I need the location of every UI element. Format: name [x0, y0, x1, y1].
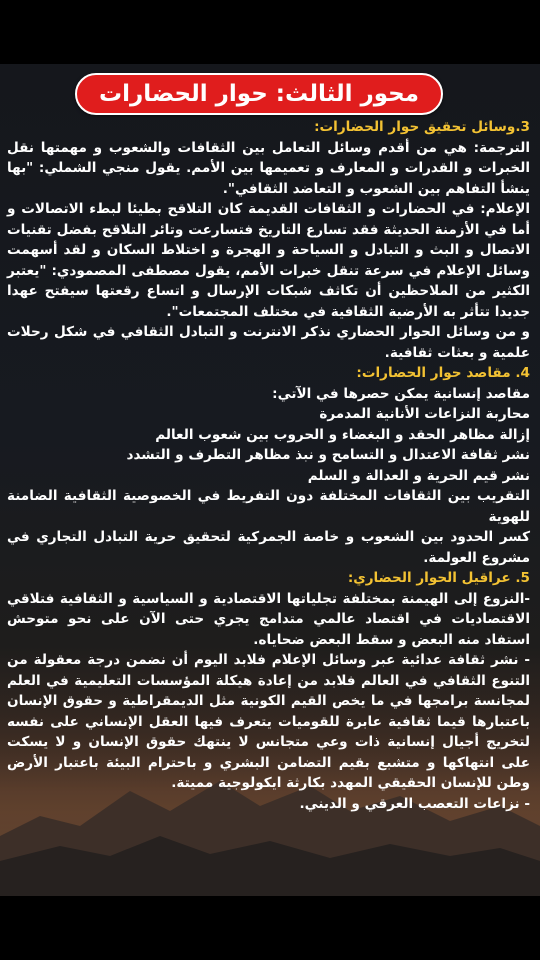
page-title: محور الثالث: حوار الحضارات: [75, 73, 443, 115]
list-item: كسر الحدود بين الشعوب و خاصة الجمركية لتحقيق حرية التبادل التجاري في مشروع العولمة.: [7, 529, 530, 566]
paragraph: الترجمة: هي من أقدم وسائل التعامل بين الثقافات والشعوب و مهمتها نقل الخبرات و القدرات و المعارف و تعميمها بين الأمم. يقول منجي الشملي: "بها ينشأ التفاهم بين الشعوب و التعاضد الثقافي".: [7, 139, 530, 197]
list-item: إزالة مظاهر الحقد و البغضاء و الحروب بين شعوب العالم: [155, 426, 530, 443]
section-heading: 3.وسائل تحقيق حوار الحضارات:: [314, 119, 530, 135]
paragraph: - نزاعات التعصب العرقي و الديني.: [299, 795, 530, 812]
section-heading: 5. عراقيل الحوار الحضاري:: [347, 570, 530, 586]
list-item: نشر ثقافة الاعتدال و التسامح و نبذ مظاهر التطرف و التشدد: [126, 447, 530, 463]
paragraph: - نشر ثقافة عدائية عبر وسائل الإعلام فلابد اليوم أن نضمن درجة معقولة من التنوع الثقافي في العالم فلابد من إعادة هيكلة المؤسسات التعليمية في العلم لمجانسة برامجها في ما يخص القيم الكونية مثل الديمقراطية و حقوق الإنسان باعتبارها قيما ثقافية عابرة للقوميات يتعرف فيها العقل الإنساني على نفسه لتخريج أجيال إنسانية ذات وعي متجانس لا ينتهك حقوق الإنسان و لا يسكت على انتهاكها و متشبع بقيم التضامن البشري و باحترام البيئة باعتبار الأرض وطن للإنسان الحقيقي المهدد بكارثة ايكولوجية مميتة.: [7, 652, 530, 791]
paragraph: و من وسائل الحوار الحضاري نذكر الانترنت و التبادل الثقافي في شكل رحلات علمية و بعثات ثقافية.: [7, 324, 530, 361]
list-item: محاربة النزاعات الأنانية المدمرة: [319, 406, 530, 422]
section-heading: 4. مقاصد حوار الحضارات:: [356, 365, 530, 381]
top-black-bar: [0, 0, 540, 64]
document-body: [7, 117, 530, 814]
list-item: مقاصد إنسانية يمكن حصرها في الآتي:: [272, 385, 530, 402]
bottom-black-bar: [0, 896, 540, 960]
paragraph: -النزوع إلى الهيمنة بمختلفة تجلياتها الاقتصادية و السياسية و الثقافية فتلاقي الاقتصاديات في اقتصاد عالمي متدامج يجري حتى الآن على نحو متوحش استفاد منه البعض و سقط البعض ضحاياه.: [7, 590, 530, 648]
list-item: نشر قيم الحرية و العدالة و السلم: [307, 467, 530, 484]
document-card: [0, 64, 540, 896]
list-item: التقريب بين الثقافات المختلفة دون التفريط في الخصوصية الثقافية الضامنة للهوية: [7, 488, 530, 525]
paragraph: الإعلام: في الحضارات و الثقافات القديمة كان التلاقح بطيئا لبطء الاتصالات و أما في الأزمنة الحديثة فقد تسارع التاريخ فتسارعت وتائر التلاقح بفضل تقنيات الاتصال و البث و التبادل و السياحة و الهجرة و اختلاط السكان و لقد أسهمت وسائل الإعلام في سرعة تنقل خبرات الأمم، يقول مصطفى المصمودي: "يعتبر الكثير من الملاحظين أن تكاثف شبكات الإرسال و اتساع رقعتها سيفتح عهدا جديدا تتأثر به الأرضية الثقافية في مختلف المجتمعات".: [7, 201, 530, 320]
